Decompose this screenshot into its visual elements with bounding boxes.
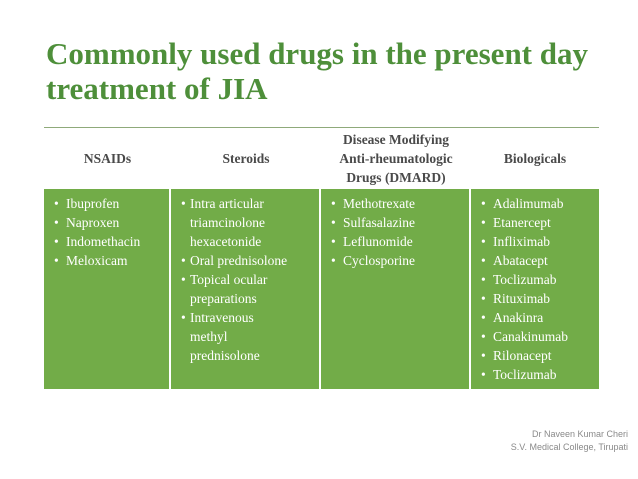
steroids-cell — [171, 189, 321, 389]
list-item: • Oral prednisolone — [181, 251, 315, 270]
list-item: • Toclizumab — [481, 365, 595, 384]
header-dmard: Disease Modifying Anti-rheumatologic Drugs (DMARD) — [339, 131, 453, 185]
header-biologicals: Biologicals — [503, 150, 567, 166]
list-item: • Indomethacin — [54, 232, 165, 251]
list-item: • Leflunomide — [331, 232, 465, 251]
list-item: • Ibuprofen — [54, 194, 165, 213]
biologicals-cell — [471, 189, 599, 389]
biologicals-list — [481, 194, 595, 384]
nsaids-cell — [44, 189, 171, 389]
author-footer — [511, 428, 628, 454]
author-affiliation: S.V. Medical College, Tirupati — [510, 442, 628, 452]
table-body-row — [44, 189, 599, 389]
steroids-list — [181, 194, 315, 365]
table-header-row — [44, 128, 599, 188]
list-item: • Meloxicam — [54, 251, 165, 270]
dmard-cell — [321, 189, 471, 389]
nsaids-list — [54, 194, 165, 270]
list-item: • Rituximab — [481, 289, 595, 308]
author-name: Dr Naveen Kumar Cheri — [531, 429, 628, 439]
header-steroids: Steroids — [222, 150, 270, 166]
list-item: • Methotrexate — [331, 194, 465, 213]
drug-table — [44, 128, 599, 389]
header-nsaids: NSAIDs — [83, 150, 132, 166]
list-item: • Adalimumab — [481, 194, 595, 213]
list-item: • Etanercept — [481, 213, 595, 232]
list-item: • Sulfasalazine — [331, 213, 465, 232]
list-item: • Intra articular triamcinolone hexacetonide — [181, 194, 308, 251]
dmard-list — [331, 194, 465, 270]
list-item: • Abatacept — [481, 251, 595, 270]
list-item: • Rilonacept — [481, 346, 595, 365]
list-item: • Naproxen — [54, 213, 165, 232]
list-item: • Intravenous methyl prednisolone — [181, 308, 280, 365]
list-item: • Anakinra — [481, 308, 595, 327]
list-item: • Canakinumab — [481, 327, 595, 346]
list-item: • Cyclosporine — [331, 251, 465, 270]
list-item: • Infliximab — [481, 232, 595, 251]
list-item: • Toclizumab — [481, 270, 595, 289]
slide-title: Commonly used drugs in the present day treatment of JIA — [46, 36, 589, 106]
list-item: • Topical ocular preparations — [181, 270, 290, 308]
